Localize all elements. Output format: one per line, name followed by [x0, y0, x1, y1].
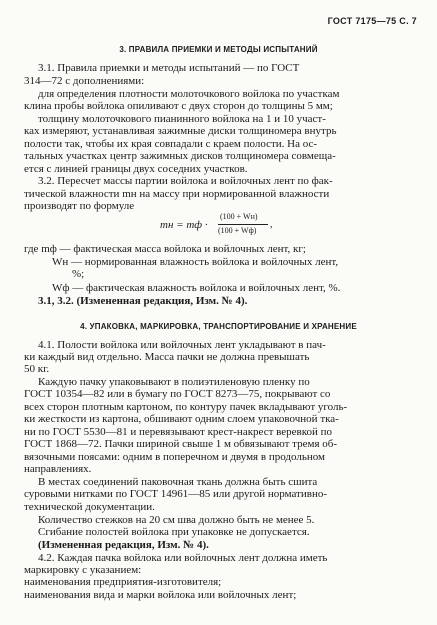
section-4-title: 4. УПАКОВКА, МАРКИРОВКА, ТРАНСПОРТИРОВАНИЕ И ХРАНЕНИЕ: [80, 322, 357, 331]
text-line: В местах соединений паковочная ткань должна быть сшита: [38, 476, 318, 488]
text-line: маркировку с указанием:: [24, 564, 142, 576]
definition-line: %;: [72, 268, 85, 280]
definition-line: Wф — фактическая влажность войлока и войлочных лент, %.: [52, 282, 341, 294]
text-line: всех сторон плотным картоном, по контуру пачек вкладывают уголь-: [24, 401, 348, 413]
text-line: для определения плотности молоточкового войлока по участкам: [38, 88, 340, 100]
text-line: 3.1. Правила приемки и методы испытаний — по ГОСТ: [38, 62, 300, 74]
text-line: Количество стежков на 20 см шва должно быть не менее 5.: [38, 514, 315, 526]
text-line: технической документации.: [24, 501, 155, 513]
definition-line: где mф — фактическая масса войлока и войлочных лент, кг;: [24, 243, 306, 255]
text-line: ки жесткости из картона, обшивают одним слоем упаковочной тка-: [24, 413, 339, 425]
text-line: клина пробы войлока опиливают с двух сторон до толщины 5 мм;: [24, 100, 333, 112]
text-line: толщину молоточкового пианинного войлока на 1 и 10 участ-: [38, 113, 326, 125]
formula-numerator: (100 + Wн): [220, 212, 258, 221]
text-line: Сгибание полостей войлока при упаковке не допускается.: [38, 526, 310, 538]
moisture-formula: [160, 214, 360, 238]
text-line: суровыми нитками по ГОСТ 14961—85 или другой нормативно-: [24, 488, 327, 500]
text-line: тальных участках центр зажимных дисков толщиномера совмеща-: [24, 150, 336, 162]
definition-line: Wн — нормированная влажность войлока и войлочных лент,: [52, 256, 339, 268]
amendment-note: 3.1, 3.2. (Измененная редакция, Изм. № 4).: [38, 295, 248, 307]
page-header: ГОСТ 7175—75 С. 7: [327, 16, 417, 26]
text-line: ках измеряют, устанавливая зажимные диски толщиномера внутрь: [24, 125, 337, 137]
formula-tail: ,: [270, 219, 273, 230]
text-line: наименования вида и марки войлока или войлочных лент;: [24, 589, 297, 601]
text-line: 4.1. Полости войлока или войлочных лент укладывают в пач-: [38, 339, 326, 351]
text-line: 4.2. Каждая пачка войлока или войлочных лент должна иметь: [38, 552, 328, 564]
fraction-bar: [218, 224, 268, 225]
text-line: ГОСТ 10354—82 или в бумагу по ГОСТ 8273—75, покрывают со: [24, 388, 331, 400]
text-line: ни по ГОСТ 5530—81 и перевязывают крест-накрест веревкой по: [24, 426, 333, 438]
text-line: полости так, чтобы их края совпадали с краем полости. На ос-: [24, 138, 318, 150]
formula-lhs: mн = mф ·: [160, 219, 208, 231]
text-line: 50 кг.: [24, 363, 50, 375]
section-3-title: 3. ПРАВИЛА ПРИЕМКИ И МЕТОДЫ ИСПЫТАНИЙ: [119, 45, 318, 54]
text-line: 314—72 с дополнениями:: [24, 75, 145, 87]
text-line: 3.2. Пересчет массы партии войлока и войлочных лент по фак-: [38, 175, 333, 187]
text-line: наименования предприятия-изготовителя;: [24, 576, 222, 588]
text-line: ГОСТ 1868—72. Пачки шириной свыше 1 м обвязывают тремя об-: [24, 438, 338, 450]
text-line: направлениях.: [24, 463, 92, 475]
amendment-note: (Измененная редакция, Изм. № 4).: [38, 539, 209, 551]
text-line: производят по формуле: [24, 200, 135, 212]
text-line: тической влажности mн на массу при нормированной влажности: [24, 188, 330, 200]
text-line: ется с линией границы двух соседних участков.: [24, 163, 248, 175]
text-line: Каждую пачку упаковывают в полиэтиленовую пленку по: [38, 376, 310, 388]
formula-denominator: (100 + Wф): [218, 226, 257, 235]
text-line: вязочными поясами: одним в поперечном и двумя в продольном: [24, 451, 325, 463]
text-line: ки каждый вид отдельно. Масса пачки не должна превышать: [24, 351, 310, 363]
